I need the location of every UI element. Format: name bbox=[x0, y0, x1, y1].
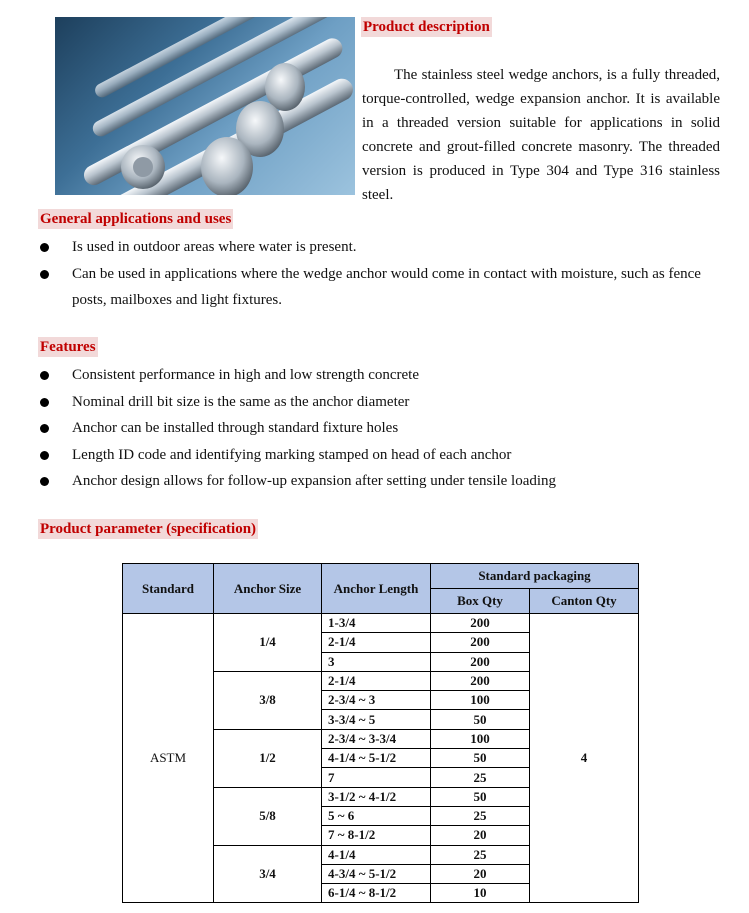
header-box-qty: Box Qty bbox=[431, 589, 530, 614]
box-qty-cell: 10 bbox=[431, 884, 530, 903]
list-item bbox=[39, 261, 719, 314]
header-standard-packaging: Standard packaging bbox=[431, 564, 639, 589]
anchor-size-cell: 3/8 bbox=[214, 671, 322, 729]
anchor-length-cell: 2-3/4 ~ 3-3/4 bbox=[322, 729, 431, 748]
box-qty-cell: 50 bbox=[431, 710, 530, 729]
anchor-size-cell: 3/4 bbox=[214, 845, 322, 903]
standard-cell: ASTM bbox=[123, 614, 214, 903]
product-description-heading: Product description bbox=[363, 19, 490, 35]
list-item-text: Consistent performance in high and low strength concrete bbox=[72, 367, 419, 383]
list-item bbox=[39, 415, 719, 442]
list-item bbox=[39, 234, 719, 261]
anchor-length-cell: 6-1/4 ~ 8-1/2 bbox=[322, 884, 431, 903]
box-qty-cell: 200 bbox=[431, 614, 530, 633]
list-item-text: Anchor design allows for follow-up expansion after setting under tensile loading bbox=[72, 473, 557, 489]
canton-qty-cell: 4 bbox=[530, 614, 639, 903]
box-qty-cell: 100 bbox=[431, 729, 530, 748]
anchor-length-cell: 7 bbox=[322, 768, 431, 787]
applications-list bbox=[39, 234, 719, 314]
header-standard: Standard bbox=[123, 564, 214, 614]
box-qty-cell: 20 bbox=[431, 864, 530, 883]
box-qty-cell: 25 bbox=[431, 845, 530, 864]
bullet-icon bbox=[40, 398, 49, 407]
bullet-icon bbox=[40, 424, 49, 433]
anchor-length-cell: 2-3/4 ~ 3 bbox=[322, 691, 431, 710]
anchor-length-cell: 4-1/4 bbox=[322, 845, 431, 864]
bullet-icon bbox=[40, 371, 49, 380]
anchor-length-cell: 3 bbox=[322, 652, 431, 671]
box-qty-cell: 200 bbox=[431, 633, 530, 652]
bullet-icon bbox=[40, 243, 49, 252]
header-anchor-size: Anchor Size bbox=[214, 564, 322, 614]
product-description-text: The stainless steel wedge anchors, is a fully threaded, torque-controlled, wedge expansion anchor. It is available in a threaded version suitable for applications in solid concrete and grout-filled concrete masonry. The threaded version is produced in Type 304 and Type 316 stainless steel. bbox=[362, 67, 720, 203]
table-row bbox=[123, 614, 639, 633]
list-item bbox=[39, 468, 719, 495]
anchor-length-cell: 3-1/2 ~ 4-1/2 bbox=[322, 787, 431, 806]
list-item bbox=[39, 442, 719, 469]
list-item-text: Nominal drill bit size is the same as the anchor diameter bbox=[72, 393, 410, 410]
wedge-anchors-image bbox=[55, 17, 355, 195]
anchor-size-cell: 1/2 bbox=[214, 729, 322, 787]
anchor-length-cell: 4-1/4 ~ 5-1/2 bbox=[322, 749, 431, 768]
anchor-length-cell: 5 ~ 6 bbox=[322, 806, 431, 825]
box-qty-cell: 50 bbox=[431, 749, 530, 768]
list-item-text: Anchor can be installed through standard fixture holes bbox=[72, 420, 399, 436]
anchor-length-cell: 1-3/4 bbox=[322, 614, 431, 633]
header-anchor-length: Anchor Length bbox=[322, 564, 431, 614]
anchor-length-cell: 2-1/4 bbox=[322, 633, 431, 652]
specification-table bbox=[122, 563, 639, 903]
box-qty-cell: 50 bbox=[431, 787, 530, 806]
box-qty-cell: 20 bbox=[431, 826, 530, 845]
box-qty-cell: 200 bbox=[431, 671, 530, 690]
box-qty-cell: 100 bbox=[431, 691, 530, 710]
bullet-icon bbox=[40, 270, 49, 279]
anchor-size-cell: 1/4 bbox=[214, 614, 322, 672]
anchor-length-cell: 4-3/4 ~ 5-1/2 bbox=[322, 864, 431, 883]
features-list bbox=[39, 362, 719, 495]
bullet-icon bbox=[40, 477, 49, 486]
list-item-text: Is used in outdoor areas where water is present. bbox=[72, 239, 357, 255]
bullet-icon bbox=[40, 451, 49, 460]
product-photo bbox=[55, 17, 355, 195]
list-item bbox=[39, 362, 719, 389]
list-item-text: Length ID code and identifying marking stamped on head of each anchor bbox=[72, 446, 512, 463]
list-item-text: Can be used in applications where the wedge anchor would come in contact with moisture, such as fence posts, mailboxes and light fixtures. bbox=[72, 265, 701, 308]
applications-heading: General applications and uses bbox=[40, 211, 232, 227]
box-qty-cell: 25 bbox=[431, 806, 530, 825]
parameter-heading: Product parameter (specification) bbox=[40, 521, 257, 537]
anchor-length-cell: 3-3/4 ~ 5 bbox=[322, 710, 431, 729]
anchor-size-cell: 5/8 bbox=[214, 787, 322, 845]
header-canton-qty: Canton Qty bbox=[530, 589, 639, 614]
box-qty-cell: 25 bbox=[431, 768, 530, 787]
features-heading: Features bbox=[40, 339, 96, 355]
anchor-length-cell: 7 ~ 8-1/2 bbox=[322, 826, 431, 845]
list-item bbox=[39, 389, 719, 416]
box-qty-cell: 200 bbox=[431, 652, 530, 671]
anchor-length-cell: 2-1/4 bbox=[322, 671, 431, 690]
